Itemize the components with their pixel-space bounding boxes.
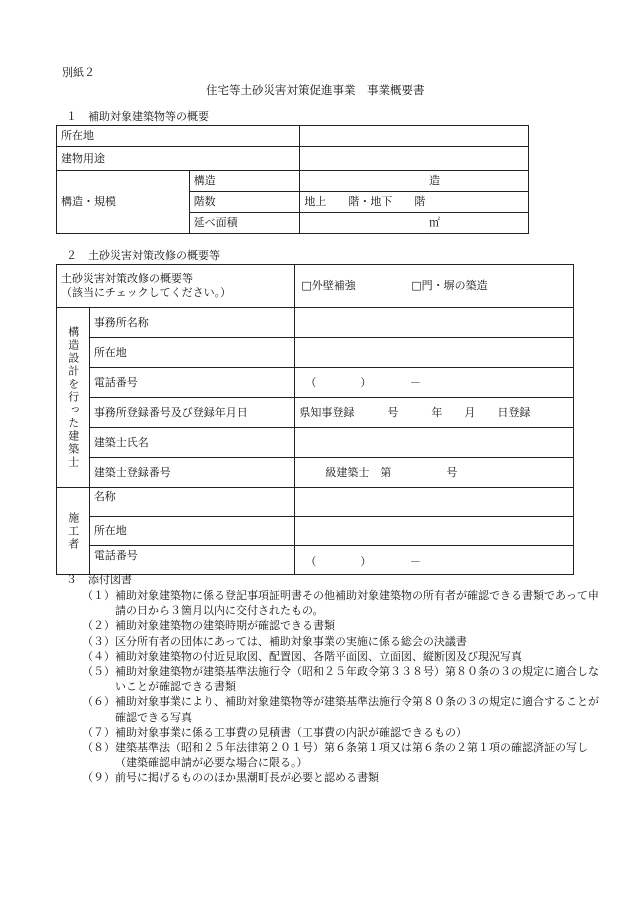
location-field[interactable] [300,126,529,147]
list-item [82,618,602,633]
designer-phone-field[interactable] [295,368,574,398]
list-item [82,649,602,664]
contractor-location-field[interactable] [295,517,574,546]
list-item [82,770,602,785]
list-item [82,740,602,770]
designer-phone-format: （ ） － [305,375,421,389]
section3-heading: ３ 添付図書 [66,573,132,586]
floors-label: 階数 [189,192,300,213]
wall-reinforcement-checkbox[interactable]: □外壁補強 [301,279,356,293]
overview-label-line1: 土砂災害対策改修の概要等 [61,272,193,286]
item-number: （８） [82,741,115,755]
appendix-label: 別紙２ [62,66,95,79]
building-overview-table [56,125,529,234]
location-label: 所在地 [57,126,300,147]
overview-options [295,265,574,308]
item-text: 補助対象事業に係る工事費の見積書（工事費の内訳が確認できるもの） [115,725,467,739]
document-title: 住宅等土砂災害対策促進事業 事業概要書 [206,83,425,97]
countermeasure-table [56,264,574,575]
office-name-field[interactable] [295,308,574,338]
structure-label: 構造 [189,171,300,192]
designer-location-label: 所在地 [89,338,295,368]
contractor-group-label: 施工者 [57,488,90,575]
designer-phone-label: 電話番号 [89,368,295,398]
item-number: （５） [82,665,115,679]
architect-registration-label: 建築士登録番号 [89,458,295,488]
area-field[interactable] [300,213,529,234]
office-registration-label: 事務所登録番号及び登録年月日 [89,398,295,428]
office-registration-value: 県知事登録 号 年 月 日登録 [299,405,531,419]
item-text: 前号に掲げるもののほか黒潮町長が必要と認める書類 [115,771,379,785]
area-label: 延べ面積 [189,213,300,234]
list-item [82,588,602,618]
item-text: 区分所有者の団体にあっては、補助対象事業の実施に係る総会の決議書 [115,634,467,648]
list-item [82,725,602,740]
item-number: （９） [82,771,115,785]
floors-field[interactable] [300,192,529,213]
overview-label [57,265,295,308]
contractor-name-label: 名称 [89,488,295,517]
item-text: 補助対象建築物の付近見取図、配置図、各階平面図、立面図、縦断図及び現況写真 [115,649,522,663]
designer-location-field[interactable] [295,338,574,368]
list-item [82,634,602,649]
list-item [82,664,602,694]
item-number: （６） [82,695,115,709]
contractor-phone-field[interactable] [295,546,574,575]
item-text: 補助対象建築物の建築時期が確認できる書類 [115,619,335,633]
item-text: 建築基準法（昭和２５年法律第２０１号）第６条第１項又は第６条の２第１項の確認済証の写し（建築確認申請が必要な場合に限る。） [115,741,588,770]
designer-group-label: 構造設計を行った建築士 [57,308,90,488]
item-number: （４） [82,649,115,663]
item-number: （７） [82,725,115,739]
contractor-name-field[interactable] [295,488,574,517]
section1-heading: １ 補助対象建築物等の概要 [66,110,209,123]
item-text: 補助対象事業により、補助対象建築物等が建築基準法施行令第８０条の３の規定に適合することが確認できる写真 [115,695,599,724]
item-number: （３） [82,634,115,648]
gate-fence-checkbox[interactable]: □門・塀の築造 [411,279,488,293]
structure-field[interactable] [300,171,529,192]
architect-registration-field[interactable] [295,458,574,488]
section2-heading: ２ 土砂災害対策改修の概要等 [66,249,220,262]
contractor-phone-format: （ ） － [305,555,421,569]
area-unit: ㎡ [429,216,440,230]
architect-name-field[interactable] [295,428,574,458]
office-name-label: 事務所名称 [89,308,295,338]
attachment-list [82,588,602,786]
item-text: 補助対象建築物が建築基準法施行令（昭和２５年政令第３３８号）第８０条の３の規定に適合しないことが確認できる書類 [115,665,599,694]
building-use-label: 建物用途 [57,147,300,171]
contractor-location-label: 所在地 [89,517,295,546]
overview-label-line2: （該当にチェックしてください。） [61,286,232,299]
contractor-phone-label: 電話番号 [89,546,295,575]
office-registration-field[interactable] [295,398,574,428]
floors-value: 地上 階・地下 階 [304,195,426,209]
structure-suffix: 造 [429,174,440,188]
item-number: （２） [82,619,115,633]
item-text: 補助対象建築物に係る登記事項証明書その他補助対象建築物の所有者が確認できる書類であって申請の日から３箇月以内に交付されたもの。 [115,589,599,618]
structure-scale-label: 構造・規模 [57,171,190,234]
architect-registration-value: 級建築士 第 号 [325,465,458,479]
building-use-field[interactable] [300,147,529,171]
architect-name-label: 建築士氏名 [89,428,295,458]
list-item [82,694,602,724]
item-number: （１） [82,589,115,602]
